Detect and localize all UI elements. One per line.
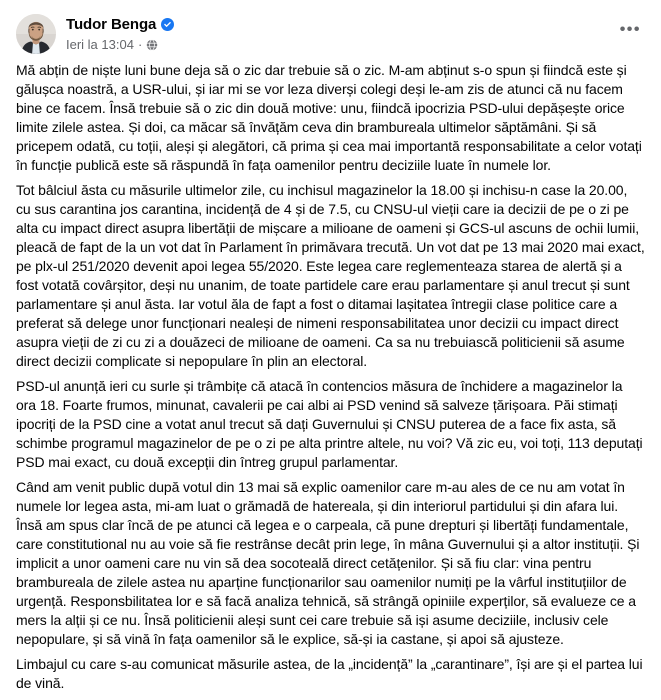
post-paragraph-5: Limbajul cu care s-au comunicat măsurile astea, de la „incidență” la „carantinare”, își are și el partea lui de vină. (16, 656, 643, 691)
more-options-button[interactable]: ••• (614, 16, 647, 44)
author-name[interactable]: Tudor Benga (66, 16, 157, 33)
post-header-info (66, 14, 174, 53)
post-meta (66, 37, 174, 53)
avatar[interactable] (16, 14, 56, 54)
post-paragraph-4: Când am venit public după votul din 13 mai să explic oamenilor care m-au ales de ce nu am votat în numele lor legea asta, mi-am luat o grămadă de hatereala, și din interiorul partidului și din afara lui. Însă am spus clar încă de pe atunci că legea e o carpeala, că pune drepturi și libertăți fundamentale, care constitutional nu au voie să fie restrânse decât prin lege, în mâna Guvernului și a altor instituții. Și implicit a unor oameni care nu vin să dea socoteală direct cetățenilor. Și să fiu clar: vina pentru brambureala de zilele astea nu aparține funcționarilor sau oamenilor numiți pe la vârful instituțiilor de urgență. Responsbilitatea lor e să facă analiza tehnică, să strângă opiniile experților, să evalueze ce a mers la alții și ce nu. Însă politicienii aleși sunt cei care trebuie să iși asume deciziile, inclusiv cele nepopulare, și să vină în fața oamenilor să le explice, să-și ia castane, și apoi să ajusteze. (16, 479, 640, 647)
post-paragraph-2: Tot bâlciul ăsta cu măsurile ultimelor zile, cu inchisul magazinelor la 18.00 și inchisu-n case la 20.00, cu sus carantina jos carantina, incidență de 4 și de 7.5, cu CNSU-ul vieții care ia decizii de pe o zi pe alta cu impact direct asupra libertății de mișcare a milioane de oameni și GCS-ul ascuns de ochii lumii, pleacă de fapt de la un vot dat în Parlament în primăvara trecută. Un vot dat pe 13 mai 2020 mai exact, pe plx-ul 251/2020 devenit apoi legea 55/2020. Este legea care reglementeaza starea de alertă și a fost votată covârșitor, deși nu unanim, de toate partidele care erau parlamentare și anul trecut și sunt parlamentare și anul ăsta. Iar votul ăla de fapt a fost o ditamai lașitatea întregii clase politice care a preferat să delege unor funcționari nealeși de nimeni responsabilitatea unor decizii cu impact direct asupra vieții de zi cu zi a douăzeci de milioane de oameni. Ca sa nu trebuiască politicienii să asume direct decizii complicate si nepopulare în plin an electoral. (16, 182, 645, 369)
post-timestamp[interactable]: Ieri la 13:04 (66, 37, 134, 52)
verified-badge-icon (161, 18, 174, 31)
post-header (0, 0, 661, 58)
post-paragraph-3: PSD-ul anunță ieri cu surle și trâmbițe că atacă în contencios măsura de închidere a magazinelor la ora 18. Foarte frumos, minunat, cavalerii pe cai albi ai PSD venind să salveze țărișoara. Păi stimați ipocriți de la PSD cine a votat anul trecut să dați Guvernului și CNSU puterea de a face fix asta, să schimbe programul magazinelor de pe o zi pe alta printre altele, nu voi? Vă zic eu, voi toți, 113 deputați PSD mai exact, cu două excepții din întreg grupul parlamentar. (16, 378, 643, 470)
post-paragraph-1: Mă abțin de niște luni bune deja să o zic dar trebuie să o zic. M-am abținut s-o spun și fiindcă este și gălușca noastră, a USR-ului, și iar mi se vor leza diverși colegi deși le-am zis de atunci că nu facem bine ce facem. Însă trebuie să o zic din două motive: unu, fiindcă ipocrizia PSD-ului depășește orice limite zilele astea. Și doi, ca măcar să învățăm ceva din brambureala ultimelor săptămâni. Și să pricepem odată, cu toții, aleși și alegători, că prima și cea mai importantă responsabilitate a celor votați în funcție publică este să răspundă în fața oamenilor pentru deciziile luate în numele lor. (16, 62, 642, 173)
post-text (0, 58, 661, 693)
meta-separator: · (137, 37, 143, 52)
globe-icon (146, 39, 158, 51)
